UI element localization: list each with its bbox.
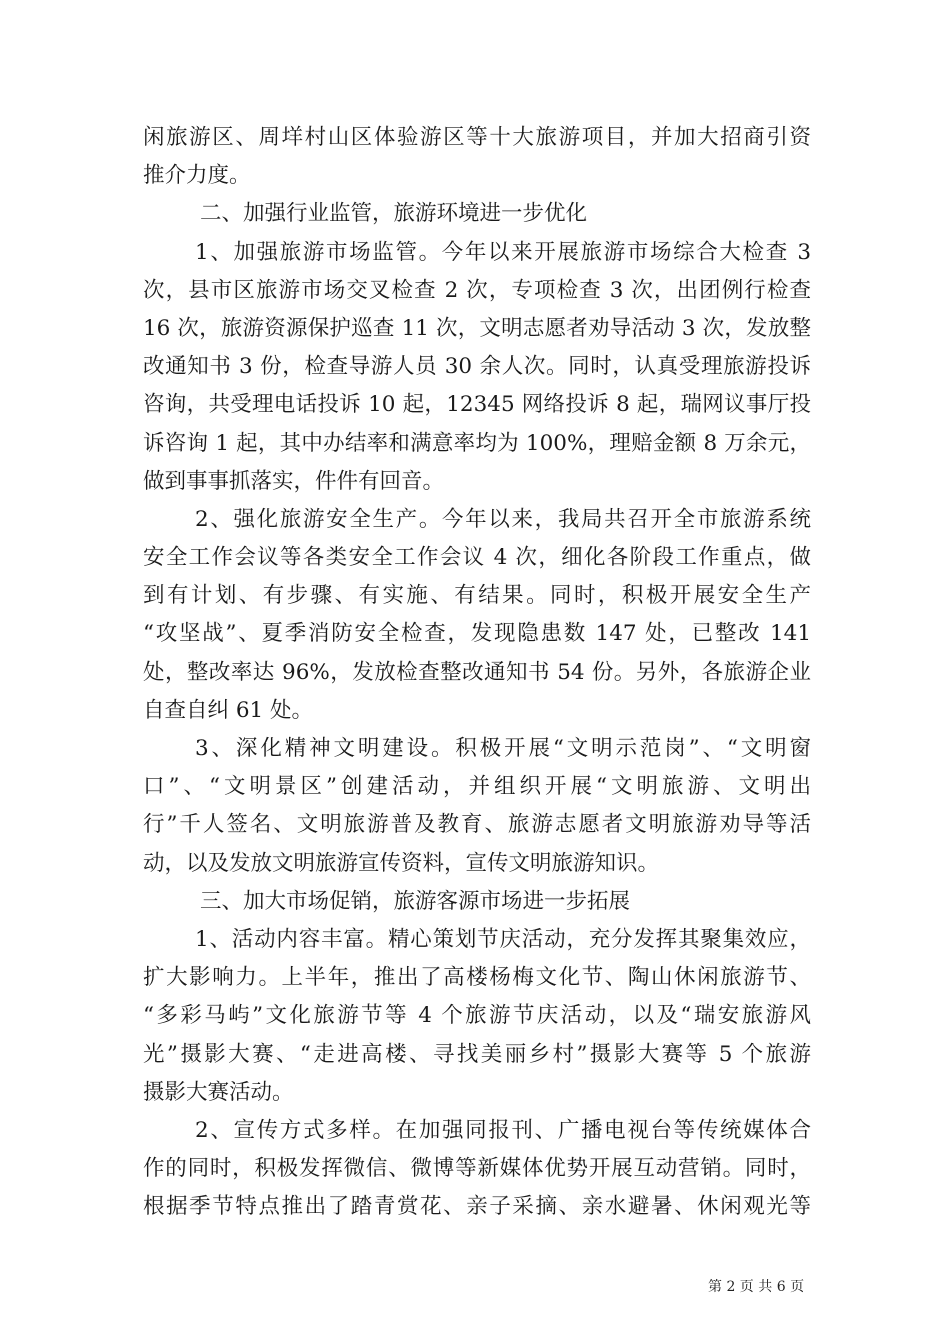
paragraph-start: 2、宣传方式多样。在加强同报刊、广播电视台等传统媒体合 bbox=[195, 1117, 811, 1143]
paragraph-start: 1、加强旅游市场监管。今年以来开展旅游市场综合大检查 3 bbox=[195, 239, 811, 265]
text-line: 闲旅游区、周垟村山区体验游区等十大旅游项目，并加大招商引资 bbox=[143, 125, 811, 150]
text-line: 根据季节特点推出了踏青赏花、亲子采摘、亲水避暑、休闲观光等 bbox=[143, 1194, 811, 1220]
text-line: 诉咨询 1 起，其中办结率和满意率均为 100%，理赔金额 8 万余元， bbox=[143, 430, 811, 456]
text-line: 动，以及发放文明旅游宣传资料，宣传文明旅游知识。 bbox=[143, 850, 660, 876]
document-body bbox=[143, 119, 811, 1226]
section-heading: 二、加强行业监管，旅游环境进一步优化 bbox=[200, 201, 588, 227]
text-line: 扩大影响力。上半年，推出了高楼杨梅文化节、陶山休闲旅游节、 bbox=[143, 965, 811, 991]
text-line: 光”摄影大赛、“走进高楼、寻找美丽乡村”摄影大赛等 5 个旅游 bbox=[143, 1041, 811, 1067]
text-line: 改通知书 3 份，检查导游人员 30 余人次。同时，认真受理旅游投诉 bbox=[143, 354, 811, 380]
paragraph-start: 1、活动内容丰富。精心策划节庆活动，充分发挥其聚集效应， bbox=[195, 926, 811, 952]
text-line: 到有计划、有步骤、有实施、有结果。同时，积极开展安全生产 bbox=[143, 583, 811, 609]
paragraph-start: 2、强化旅游安全生产。今年以来，我局共召开全市旅游系统 bbox=[195, 506, 811, 532]
text-line: 次，县市区旅游市场交叉检查 2 次，专项检查 3 次，出团例行检查 bbox=[143, 277, 811, 303]
text-line: 16 次，旅游资源保护巡查 11 次，文明志愿者劝导活动 3 次，发放整 bbox=[143, 315, 811, 341]
text-line: 做到事事抓落实，件件有回音。 bbox=[143, 468, 445, 494]
text-line: 自查自纠 61 处。 bbox=[143, 697, 314, 723]
paragraph-start: 3、深化精神文明建设。积极开展“文明示范岗”、“文明窗 bbox=[195, 736, 811, 761]
text-line: 咨询，共受理电话投诉 10 起，12345 网络投诉 8 起，瑞网议事厅投 bbox=[143, 392, 811, 418]
text-line: 安全工作会议等各类安全工作会议 4 次，细化各阶段工作重点，做 bbox=[143, 545, 811, 571]
text-line: “攻坚战”、夏季消防安全检查，发现隐患数 147 处，已整改 141 bbox=[143, 621, 811, 647]
text-line: 行”千人签名、文明旅游普及教育、旅游志愿者文明旅游劝导等活 bbox=[143, 812, 811, 838]
text-line: 摄影大赛活动。 bbox=[143, 1079, 294, 1105]
text-line: 处，整改率达 96%，发放检查整改通知书 54 份。另外，各旅游企业 bbox=[143, 659, 811, 685]
text-line: 口”、“文明景区”创建活动，并组织开展“文明旅游、文明出 bbox=[143, 774, 811, 800]
text-line: 作的同时，积极发挥微信、微博等新媒体优势开展互动营销。同时， bbox=[143, 1156, 811, 1182]
section-heading: 三、加大市场促销，旅游客源市场进一步拓展 bbox=[200, 888, 631, 914]
page-number: 第 2 页 共 6 页 bbox=[708, 1279, 805, 1295]
text-line: “多彩马屿”文化旅游节等 4 个旅游节庆活动，以及“瑞安旅游风 bbox=[143, 1003, 811, 1029]
text-line: 推介力度。 bbox=[143, 163, 251, 189]
